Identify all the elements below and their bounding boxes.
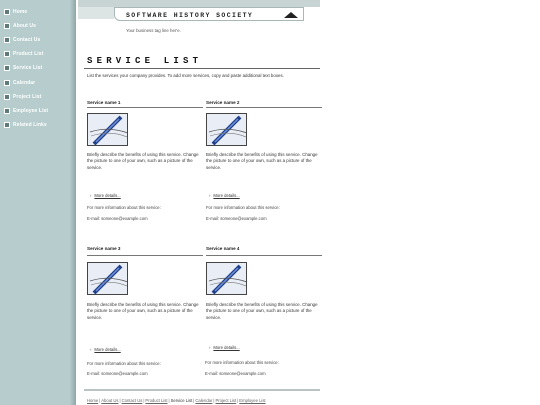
site-title: SOFTWARE HISTORY SOCIETY <box>126 12 254 19</box>
footer-divider <box>84 389 320 391</box>
service-description: Briefly describe the benefits of using this service. Change the picture to one of your own, such as a picture of the service. <box>206 152 318 170</box>
sidebar-item-label: Home <box>13 9 28 15</box>
service-description: Briefly describe the benefits of using this service. Change the picture to one of your own, such as a picture of the service. <box>206 302 318 320</box>
service-email[interactable]: E-mail: someone@example.com <box>87 371 148 376</box>
pen-icon <box>207 263 247 295</box>
square-bullet-icon <box>4 80 10 86</box>
pen-icon <box>88 114 128 146</box>
footer-nav: Home|About Us|Contact Us|Product List|Service List|Calendar|Project List|Employee List <box>87 398 266 403</box>
square-bullet-icon <box>4 94 10 100</box>
chevron-right-icon: › <box>90 193 92 198</box>
up-triangle-icon <box>284 12 298 18</box>
divider <box>84 68 320 69</box>
sidebar-item-contact-us[interactable] <box>4 35 40 45</box>
footer-link-product-list[interactable]: Product List <box>145 398 168 403</box>
service-image <box>206 113 247 146</box>
service-description: Briefly describe the benefits of using this service. Change the picture to one of your own, such as a picture of the service. <box>87 302 199 320</box>
service-email[interactable]: E-mail: someone@example.com <box>205 371 266 376</box>
sidebar-item-product-list[interactable] <box>4 49 43 59</box>
header-strip <box>78 0 320 7</box>
service-email[interactable]: E-mail: someone@example.com <box>206 216 267 221</box>
sidebar-item-label: Employee List <box>13 108 49 114</box>
footer-link-calendar[interactable]: Calendar <box>195 398 213 403</box>
service-card <box>206 246 322 381</box>
chevron-right-icon: › <box>209 193 211 198</box>
sidebar-item-service-list[interactable] <box>4 63 42 73</box>
divider <box>206 255 322 256</box>
footer-link-about-us[interactable]: About Us <box>101 398 119 403</box>
service-name: Service name 1 <box>87 100 121 105</box>
more-details-link[interactable]: › More details... <box>90 193 121 198</box>
sidebar-item-label: Related Links <box>13 122 47 128</box>
service-image <box>206 262 247 295</box>
service-name: Service name 4 <box>206 246 240 251</box>
more-details-link[interactable]: › More details... <box>209 193 240 198</box>
service-image <box>87 262 128 295</box>
sidebar-item-label: About Us <box>13 23 37 29</box>
square-bullet-icon <box>4 65 10 71</box>
sidebar-item-label: Product List <box>13 51 44 57</box>
divider <box>87 255 203 256</box>
service-name: Service name 2 <box>206 100 240 105</box>
footer-link-home[interactable]: Home <box>87 398 99 403</box>
sidebar-item-label: Calendar <box>13 80 36 86</box>
more-details-link[interactable]: › More details... <box>209 345 240 350</box>
divider <box>87 107 203 108</box>
square-bullet-icon <box>4 122 10 128</box>
service-more-info: For more information about this service: <box>205 360 279 365</box>
sidebar-item-related-links[interactable] <box>4 120 47 130</box>
chevron-right-icon: › <box>90 347 92 352</box>
footer-link-project-list[interactable]: Project List <box>215 398 237 403</box>
pen-icon <box>88 263 128 295</box>
divider <box>206 107 322 108</box>
more-details-link[interactable]: › More details... <box>90 347 121 352</box>
footer-link-employee-list[interactable]: Employee List <box>239 398 266 403</box>
service-email[interactable]: E-mail: someone@example.com <box>87 216 148 221</box>
service-description: Briefly describe the benefits of using this service. Change the picture to one of your own, such as a picture of the service. <box>87 152 199 170</box>
intro-text: List the services your company provides. To add more services, copy and paste additional text boxes. <box>87 73 284 78</box>
header-strip <box>78 7 114 19</box>
square-bullet-icon <box>4 9 10 15</box>
tagline: Your business tag line her'e. <box>126 28 181 33</box>
footer-link-service-list: Service List <box>170 398 193 403</box>
service-more-info: For more information about this service: <box>87 361 161 366</box>
sidebar-item-label: Service List <box>13 65 43 71</box>
service-card <box>87 100 203 225</box>
page-title: SERVICE LIST <box>87 56 203 66</box>
service-image <box>87 113 128 146</box>
header <box>78 0 320 40</box>
service-card <box>87 246 203 381</box>
square-bullet-icon <box>4 108 10 114</box>
sidebar-item-calendar[interactable] <box>4 78 35 88</box>
chevron-right-icon: › <box>209 345 211 350</box>
sidebar-item-home[interactable] <box>4 7 27 17</box>
sidebar-item-employee-list[interactable] <box>4 106 48 116</box>
sidebar-item-about-us[interactable] <box>4 21 36 31</box>
square-bullet-icon <box>4 23 10 29</box>
service-more-info: For more information about this service: <box>206 205 280 210</box>
sidebar-item-label: Contact Us <box>13 37 41 43</box>
square-bullet-icon <box>4 37 10 43</box>
service-card <box>206 100 322 225</box>
service-name: Service name 3 <box>87 246 121 251</box>
service-more-info: For more information about this service: <box>87 205 161 210</box>
sidebar-item-label: Project List <box>13 94 42 100</box>
square-bullet-icon <box>4 51 10 57</box>
footer-link-contact-us[interactable]: Contact Us <box>121 398 143 403</box>
sidebar <box>0 0 76 405</box>
sidebar-item-project-list[interactable] <box>4 92 41 102</box>
pen-icon <box>207 114 247 146</box>
